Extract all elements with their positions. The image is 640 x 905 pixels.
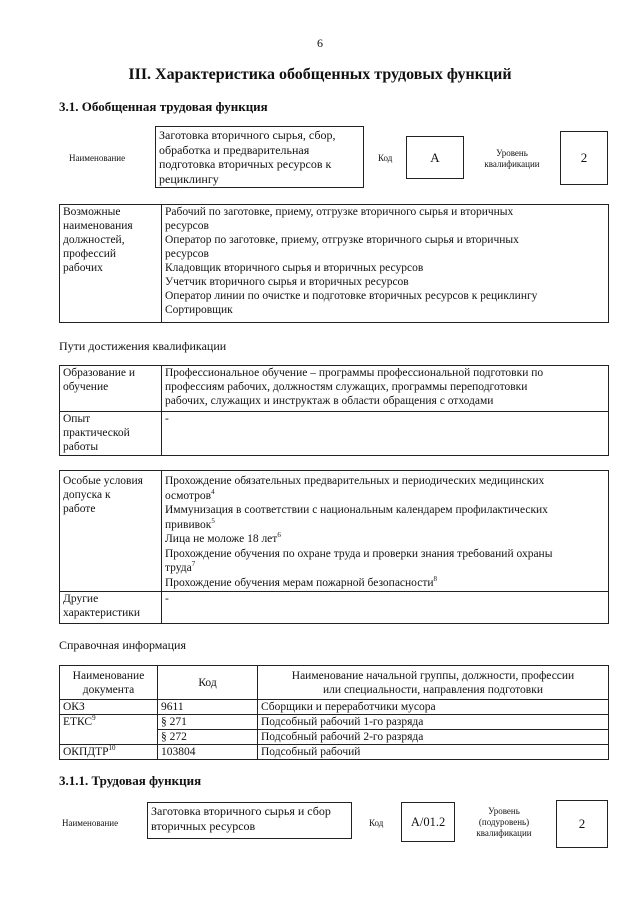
- education-table: [59, 365, 609, 456]
- gtf-name-line: обработка и предварительная: [159, 142, 310, 157]
- list-item: ресурсов: [165, 248, 209, 260]
- reference-table: [59, 665, 609, 760]
- tf-code-box: A/01.2: [401, 802, 455, 842]
- list-item: Прохождение обучения мерам пожарной безопасности$^8$: [165, 574, 438, 589]
- list-item: Лица не моложе 18 лет$^6$: [165, 531, 281, 545]
- other-value: -: [162, 592, 609, 624]
- list-item: Иммунизация в соответствии с национальным календарем профилактических прививок$^5$: [165, 504, 548, 531]
- reference-heading: Справочная информация: [59, 638, 186, 652]
- positions-table: [59, 204, 609, 323]
- tf-code-label: Код: [369, 818, 384, 828]
- positions-list: [162, 205, 609, 323]
- list-item: Рабочий по заготовке, приему, отгрузке вторичного сырья и вторичных: [165, 206, 514, 218]
- ref-header-name: Наименование начальной группы, должности, профессии или специальности, направления подготовки: [258, 666, 609, 700]
- gtf-code-box: A: [406, 136, 464, 179]
- ref-header-doc: Наименование документа: [60, 666, 158, 700]
- table-row: ОКЗ 9611 Сборщики и переработчики мусора: [60, 700, 609, 715]
- ref-header-code: Код: [158, 666, 258, 700]
- gtf-level-box: 2: [560, 131, 608, 185]
- gtf-name-box: [155, 126, 364, 188]
- other-label: Другие характеристики: [60, 592, 162, 624]
- name-label: Наименование: [69, 153, 126, 163]
- level-label: Уровень квалификации: [484, 148, 540, 169]
- list-item: Кладовщик вторичного сырья и вторичных ресурсов: [165, 262, 424, 274]
- positions-label: Возможные наименования должностей, профессий рабочих: [60, 205, 162, 323]
- gtf-name-line: Заготовка вторичного сырья, сбор,: [159, 128, 336, 142]
- list-item: Оператор линии по очистке и подготовке вторичных ресурсов к рециклингу: [165, 290, 538, 302]
- table-row: ЕТКС$^9$ § 271 Подсобный рабочий 1-го разряда: [60, 715, 609, 730]
- table-row: ОКПДТР$^{10}$ 103804 Подсобный рабочий: [60, 745, 609, 760]
- section-title: III. Характеристика обобщенных трудовых функций: [128, 66, 512, 83]
- page-number: 6: [317, 36, 323, 50]
- education-label: Образование и обучение: [60, 366, 162, 412]
- list-item: Сортировщик: [165, 304, 233, 316]
- list-item: ресурсов: [165, 220, 209, 232]
- tf-name-box: Заготовка вторичного сырья и сбор вторичных ресурсов: [147, 802, 352, 839]
- conditions-table: [59, 470, 609, 624]
- table-row: § 272 Подсобный рабочий 2-го разряда: [60, 730, 609, 745]
- list-item: Учетчик вторичного сырья и вторичных ресурсов: [165, 276, 409, 288]
- gtf-heading: 3.1. Обобщенная трудовая функция: [59, 99, 268, 114]
- conditions-label: Особые условия допуска к работе: [60, 471, 162, 592]
- tf-name-label: Наименование: [62, 818, 119, 828]
- list-item: Прохождение обучения по охране труда и проверки знания требований охраны труда$^7$: [165, 547, 553, 574]
- education-value: Профессиональное обучение – программы профессиональной подготовки по профессиям рабочих, должностям служащих, программы переподготовки рабочих, служащих и инструктаж в области обращения с отходами: [162, 366, 609, 412]
- gtf-name-line: подготовка вторичных ресурсов к: [159, 157, 332, 171]
- code-label: Код: [378, 153, 393, 163]
- tf-level-box: 2: [556, 800, 608, 848]
- experience-label: Опыт практической работы: [60, 412, 162, 456]
- conditions-list: [162, 471, 609, 592]
- tf-level-label: Уровень (подуровень) квалификации: [476, 806, 532, 838]
- gtf-name-line: рециклингу: [159, 171, 219, 186]
- paths-heading: Пути достижения квалификации: [59, 339, 227, 353]
- tf-heading: 3.1.1. Трудовая функция: [59, 773, 202, 788]
- experience-value: -: [162, 412, 609, 456]
- list-item: Оператор по заготовке, приему, отгрузке вторичного сырья и вторичных: [165, 234, 519, 246]
- list-item: Прохождение обязательных предварительных и периодических медицинских осмотров$^4$: [165, 475, 545, 502]
